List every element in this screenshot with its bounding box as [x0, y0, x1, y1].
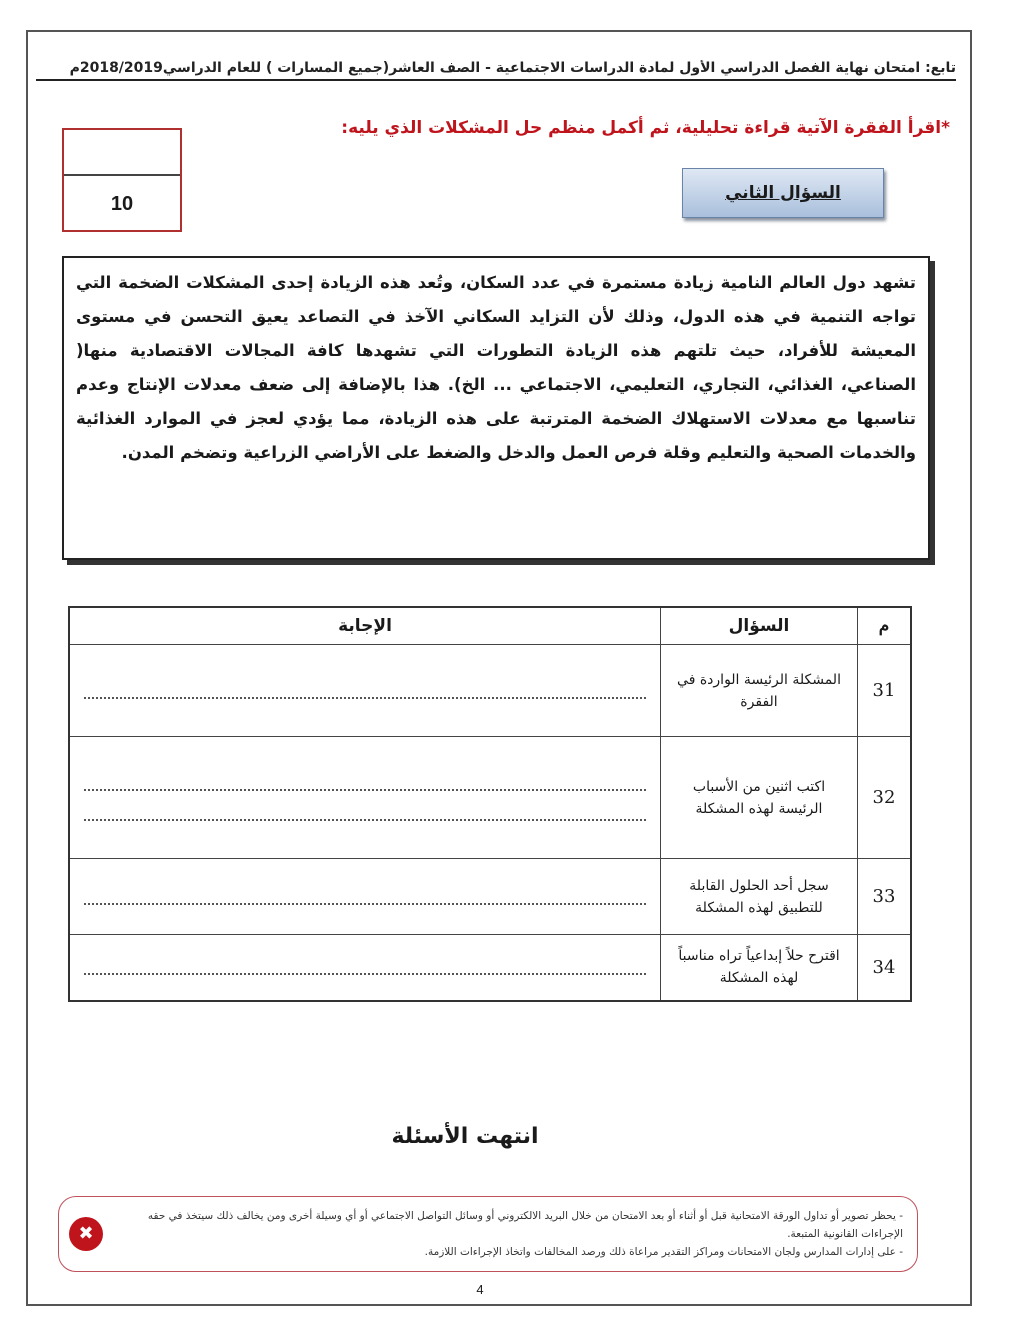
score-value: 10: [110, 192, 134, 215]
answer-line: [84, 683, 646, 699]
answer-field-33[interactable]: [69, 859, 661, 935]
header-answer: الإجابة: [69, 607, 661, 645]
table-row: [69, 645, 911, 737]
row-question: المشكلة الرئيسة الواردة في الفقرة: [661, 645, 858, 737]
table-row: [69, 935, 911, 1001]
warning-notice: [58, 1196, 918, 1272]
answer-field-31[interactable]: [69, 645, 661, 737]
answer-field-32[interactable]: [69, 737, 661, 859]
table-row: [69, 737, 911, 859]
score-box-empty-cell: [64, 130, 180, 176]
header-num: م: [858, 607, 912, 645]
reading-passage: تشهد دول العالم النامية زيادة مستمرة في عدد السكان، وتُعد هذه الزيادة إحدى المشكلات الضخمة التي تواجه التنمية في هذه الدول، وذلك لأن التزايد السكاني الآخذ في التصاعد يعيق التحسن في مستوى المعيشة للأفراد، حيث تلتهم هذه الزيادة التطورات التي تشهدها كافة المجالات الاقتصادية منها( الصناعي، الغذائي، التجاري، التعليمي، الاجتماعي ... الخ). هذا بالإضافة إلى ضعف معدلات الإنتاج وعدم تناسبها مع معدلات الاستهلاك الضخمة المترتبة على هذه الزيادة، مما يؤدي لعجز في الموارد الغذائية والخدمات الصحية والتعليم وقلة فرص العمل والدخل والضغط على الأراضي الزراعية وتضخم المدن.: [62, 256, 930, 560]
exam-header: تابع: امتحان نهاية الفصل الدراسي الأول لمادة الدراسات الاجتماعية - الصف العاشر(جميع المسارات ) للعام الدراسي2018/2019م: [36, 60, 956, 81]
row-question: اكتب اثنين من الأسباب الرئيسة لهذه المشكلة: [661, 737, 858, 859]
question-badge: السؤال الثاني: [682, 168, 884, 218]
header-question: السؤال: [661, 607, 858, 645]
no-camera-icon: ✖: [69, 1217, 103, 1251]
answer-line: [84, 889, 646, 905]
row-question: سجل أحد الحلول القابلة للتطبيق لهذه المشكلة: [661, 859, 858, 935]
table-header-row: [69, 607, 911, 645]
answer-line: [84, 959, 646, 975]
answer-line: [84, 805, 646, 821]
notice-line-2: - على إدارات المدارس ولجان الامتحانات ومراكز التقدير مراعاة ذلك ورصد المخالفات واتخاذ الإجراءات اللازمة.: [424, 1246, 903, 1258]
end-of-questions: انتهت الأسئلة: [391, 1124, 539, 1149]
page-number: 4: [476, 1282, 484, 1297]
notice-line-1: - يحظر تصوير أو تداول الورقة الامتحانية قبل أو أثناء أو بعد الامتحان من خلال البريد الالكتروني أو وسائل التواصل الاجتماعي أو أي وسيلة أخرى ومن يخالف ذلك سيتخذ في حقه الإجراءات القانونية المتبعة.: [147, 1210, 903, 1240]
row-num: 32: [858, 737, 912, 859]
table-row: [69, 859, 911, 935]
answer-field-34[interactable]: [69, 935, 661, 1001]
score-box: [62, 128, 182, 232]
row-question: اقترح حلاً إبداعياً تراه مناسباً لهذه المشكلة: [661, 935, 858, 1001]
row-num: 33: [858, 859, 912, 935]
problem-solving-table: [68, 606, 912, 1002]
answer-line: [84, 775, 646, 791]
row-num: 31: [858, 645, 912, 737]
instruction-text: *اقرأ الفقرة الآتية قراءة تحليلية، ثم أكمل منظم حل المشكلات الذي يليه:: [341, 118, 950, 138]
row-num: 34: [858, 935, 912, 1001]
